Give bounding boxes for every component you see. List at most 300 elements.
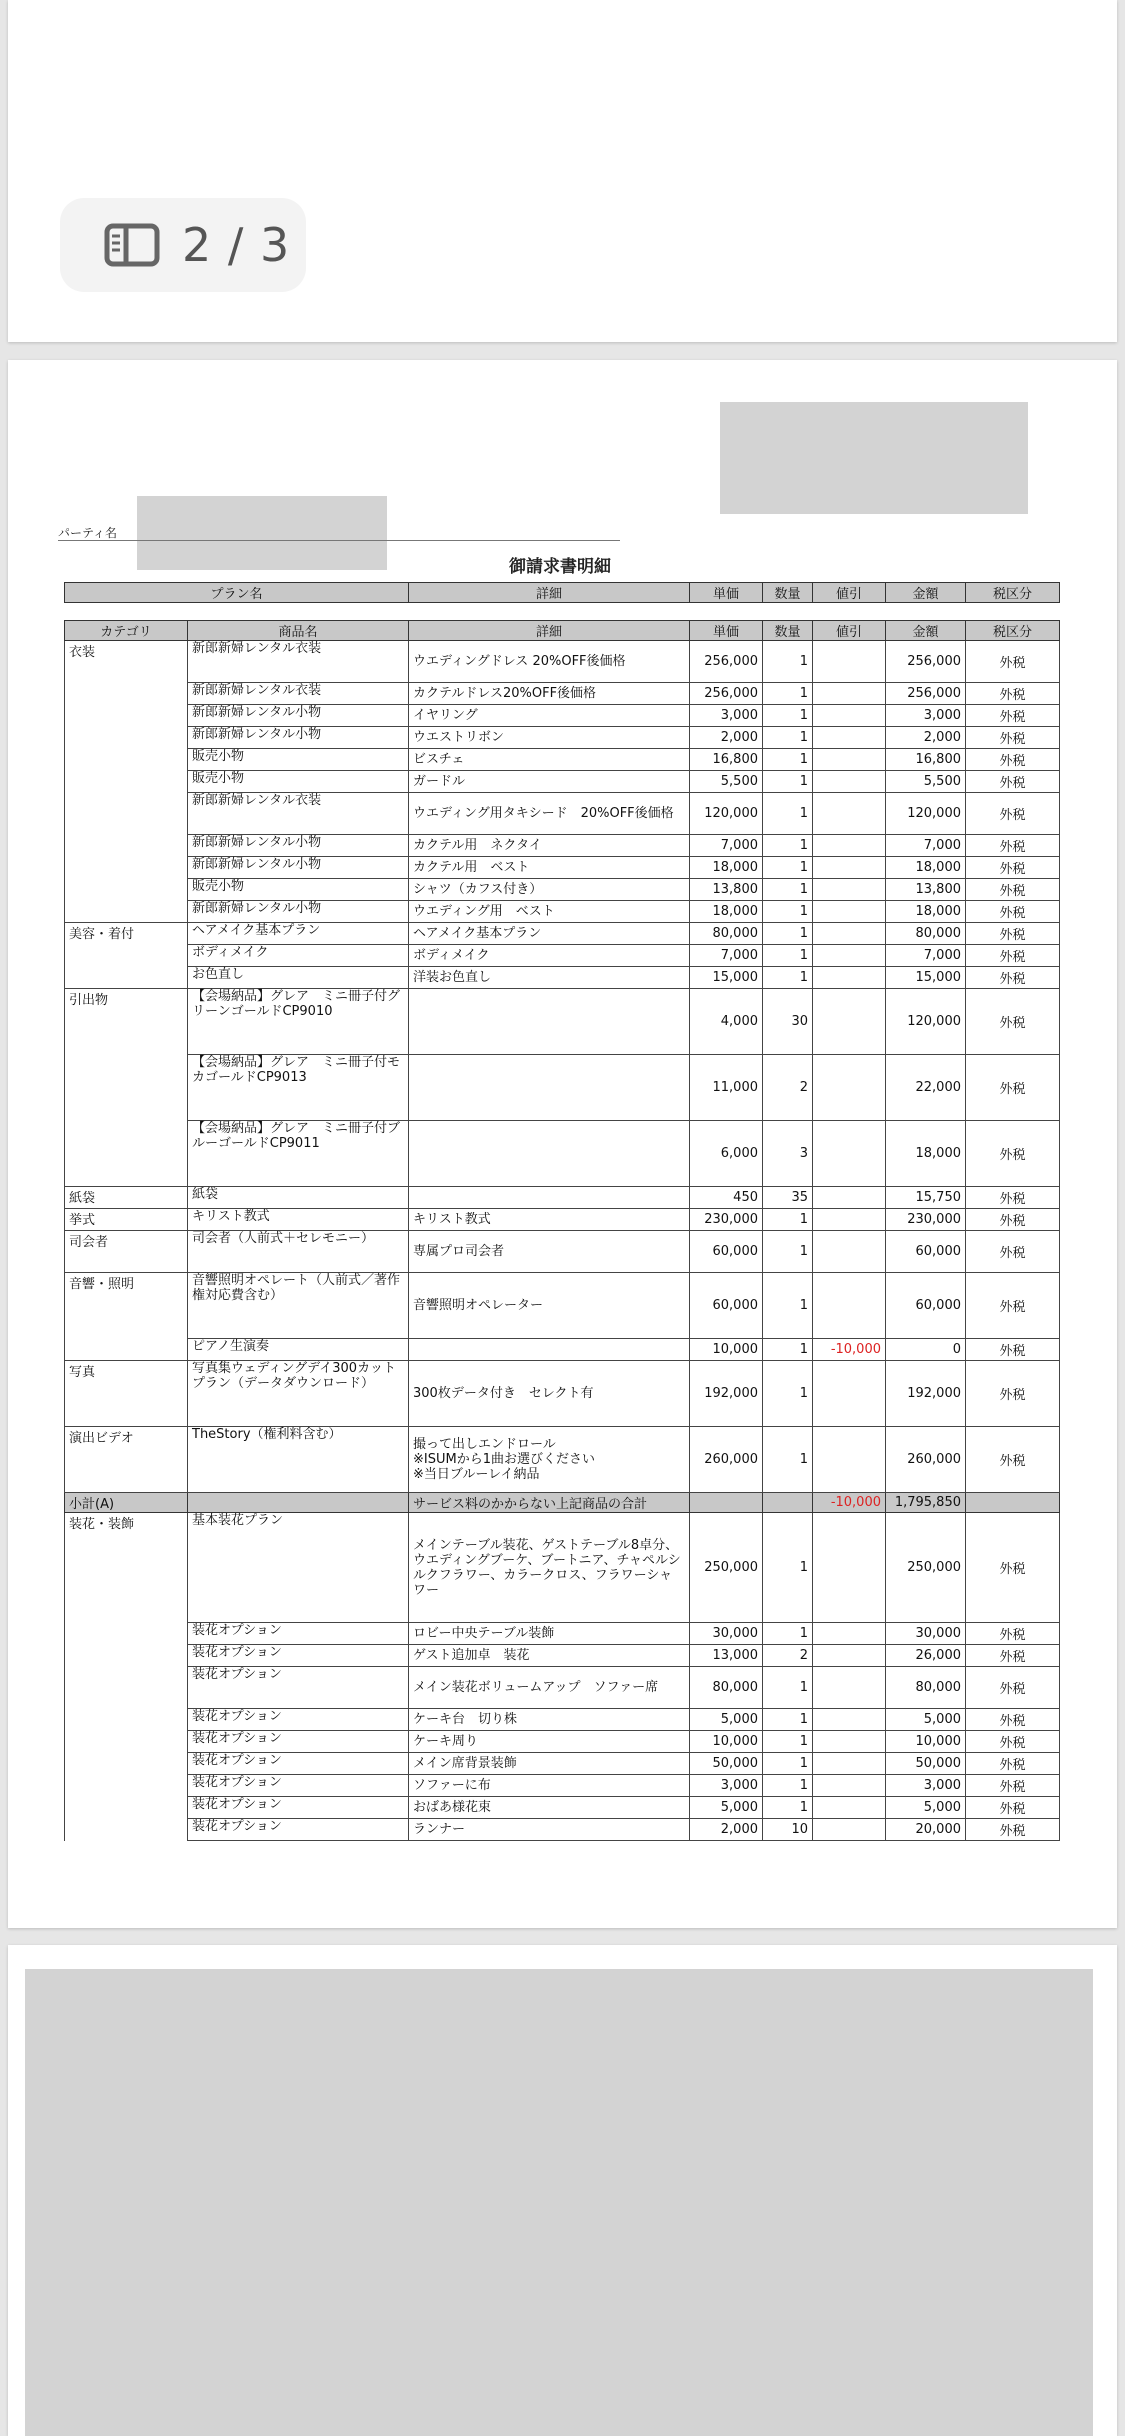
party-underline — [58, 540, 620, 541]
party-label: パーティ名 — [58, 526, 118, 540]
item-name-cell: 紙袋 — [188, 1187, 409, 1209]
item-name-cell: 装花オプション — [188, 1775, 409, 1797]
unit-price-cell: 192,000 — [690, 1361, 763, 1427]
unit-price-cell: 2,000 — [690, 1819, 763, 1841]
discount-cell: -10,000 — [813, 1339, 886, 1361]
redacted-header-block — [720, 402, 1028, 514]
amount-cell: 10,000 — [886, 1731, 966, 1753]
unit-price-cell: 230,000 — [690, 1209, 763, 1231]
category-cell — [65, 749, 188, 771]
discount-cell — [813, 749, 886, 771]
category-cell — [65, 1339, 188, 1361]
tax-type-cell: 外税 — [966, 1753, 1060, 1775]
amount-cell: 5,000 — [886, 1709, 966, 1731]
table-row — [65, 1797, 1060, 1819]
amount-cell: 0 — [886, 1339, 966, 1361]
detail-cell: サービス料のかからない上記商品の合計 — [409, 1493, 690, 1513]
amount-cell: 80,000 — [886, 1667, 966, 1709]
detail-header-cell: 金額 — [886, 621, 966, 641]
unit-price-cell: 30,000 — [690, 1623, 763, 1645]
detail-cell: ビスチェ — [409, 749, 690, 771]
detail-cell: ウエディングドレス 20%OFF後価格 — [409, 641, 690, 683]
detail-cell: メイン席背景装飾 — [409, 1753, 690, 1775]
detail-cell: ヘアメイク基本プラン — [409, 923, 690, 945]
detail-cell: キリスト教式 — [409, 1209, 690, 1231]
quantity-cell: 1 — [763, 879, 813, 901]
amount-cell: 2,000 — [886, 727, 966, 749]
category-cell — [65, 1645, 188, 1667]
detail-header-row — [65, 621, 1060, 641]
amount-cell: 1,795,850 — [886, 1493, 966, 1513]
quantity-cell: 1 — [763, 1623, 813, 1645]
detail-cell: メイン装花ボリュームアップ ソファー席 — [409, 1667, 690, 1709]
discount-cell — [813, 1645, 886, 1667]
quantity-cell: 1 — [763, 923, 813, 945]
item-name-cell: お色直し — [188, 967, 409, 989]
discount-cell — [813, 923, 886, 945]
item-name-cell: 新郎新婦レンタル小物 — [188, 901, 409, 923]
quantity-cell: 1 — [763, 1667, 813, 1709]
quantity-cell: 30 — [763, 989, 813, 1055]
detail-cell — [409, 1121, 690, 1187]
detail-header-cell: 税区分 — [966, 621, 1060, 641]
quantity-cell: 3 — [763, 1121, 813, 1187]
table-row — [65, 1427, 1060, 1493]
detail-cell: ゲスト追加卓 装花 — [409, 1645, 690, 1667]
detail-header-cell: 値引 — [813, 621, 886, 641]
category-cell: 美容・着付 — [65, 923, 188, 945]
item-name-cell — [188, 1493, 409, 1513]
item-name-cell: 装花オプション — [188, 1731, 409, 1753]
plan-header-cell: 税区分 — [966, 583, 1060, 603]
amount-cell: 20,000 — [886, 1819, 966, 1841]
table-row — [65, 1645, 1060, 1667]
amount-cell: 18,000 — [886, 901, 966, 923]
detail-cell: 洋装お色直し — [409, 967, 690, 989]
quantity-cell: 1 — [763, 1731, 813, 1753]
detail-cell: ケーキ台 切り株 — [409, 1709, 690, 1731]
category-cell — [65, 967, 188, 989]
amount-cell: 7,000 — [886, 835, 966, 857]
page-3 — [8, 1945, 1117, 2436]
discount-cell — [813, 1753, 886, 1775]
tax-type-cell: 外税 — [966, 923, 1060, 945]
category-cell: 紙袋 — [65, 1187, 188, 1209]
quantity-cell: 1 — [763, 749, 813, 771]
amount-cell: 230,000 — [886, 1209, 966, 1231]
table-row — [65, 1209, 1060, 1231]
table-row — [65, 857, 1060, 879]
table-row — [65, 683, 1060, 705]
item-name-cell: 新郎新婦レンタル小物 — [188, 857, 409, 879]
category-cell — [65, 901, 188, 923]
detail-cell: ガードル — [409, 771, 690, 793]
detail-cell — [409, 989, 690, 1055]
category-cell: 司会者 — [65, 1231, 188, 1273]
category-cell — [65, 793, 188, 835]
table-row — [65, 901, 1060, 923]
item-name-cell: 新郎新婦レンタル衣装 — [188, 641, 409, 683]
detail-cell: ソファーに布 — [409, 1775, 690, 1797]
category-cell: 音響・照明 — [65, 1273, 188, 1339]
detail-cell: メインテーブル装花、ゲストテーブル8卓分、ウエディングブーケ、ブートニア、チャペルシルクフラワー、カラークロス、フラワーシャワー — [409, 1513, 690, 1623]
discount-cell — [813, 1775, 886, 1797]
unit-price-cell — [690, 1493, 763, 1513]
category-cell — [65, 727, 188, 749]
detail-cell: ランナー — [409, 1819, 690, 1841]
detail-cell — [409, 1187, 690, 1209]
detail-cell — [409, 1339, 690, 1361]
tax-type-cell: 外税 — [966, 857, 1060, 879]
detail-cell: カクテルドレス20%OFF後価格 — [409, 683, 690, 705]
category-cell — [65, 771, 188, 793]
detail-cell: ケーキ周り — [409, 1731, 690, 1753]
tax-type-cell: 外税 — [966, 879, 1060, 901]
unit-price-cell: 5,000 — [690, 1797, 763, 1819]
amount-cell: 16,800 — [886, 749, 966, 771]
discount-cell — [813, 1623, 886, 1645]
tax-type-cell: 外税 — [966, 1709, 1060, 1731]
tax-type-cell: 外税 — [966, 1731, 1060, 1753]
unit-price-cell: 60,000 — [690, 1273, 763, 1339]
table-row — [65, 1819, 1060, 1841]
category-cell — [65, 857, 188, 879]
quantity-cell: 1 — [763, 1339, 813, 1361]
detail-cell: ボディメイク — [409, 945, 690, 967]
quantity-cell: 1 — [763, 1231, 813, 1273]
tax-type-cell: 外税 — [966, 989, 1060, 1055]
unit-price-cell: 80,000 — [690, 923, 763, 945]
category-cell — [65, 683, 188, 705]
item-name-cell: 装花オプション — [188, 1623, 409, 1645]
detail-cell: ロビー中央テーブル装飾 — [409, 1623, 690, 1645]
document-title: 御請求書明細 — [509, 557, 611, 577]
item-name-cell: 販売小物 — [188, 771, 409, 793]
detail-cell: 音響照明オペレーター — [409, 1273, 690, 1339]
sidebar-icon — [104, 223, 160, 267]
discount-cell — [813, 879, 886, 901]
item-name-cell: 装花オプション — [188, 1753, 409, 1775]
tax-type-cell: 外税 — [966, 1361, 1060, 1427]
unit-price-cell: 250,000 — [690, 1513, 763, 1623]
category-cell — [65, 1775, 188, 1797]
table-row — [65, 967, 1060, 989]
item-name-cell: ヘアメイク基本プラン — [188, 923, 409, 945]
unit-price-cell: 260,000 — [690, 1427, 763, 1493]
unit-price-cell: 18,000 — [690, 857, 763, 879]
table-row — [65, 727, 1060, 749]
category-cell: 写真 — [65, 1361, 188, 1427]
table-row — [65, 793, 1060, 835]
category-cell — [65, 1709, 188, 1731]
amount-cell: 18,000 — [886, 1121, 966, 1187]
item-name-cell: 装花オプション — [188, 1667, 409, 1709]
unit-price-cell: 256,000 — [690, 641, 763, 683]
item-name-cell: 新郎新婦レンタル衣装 — [188, 793, 409, 835]
quantity-cell: 1 — [763, 705, 813, 727]
detail-header-cell: 数量 — [763, 621, 813, 641]
detail-header-cell: カテゴリ — [65, 621, 188, 641]
tax-type-cell: 外税 — [966, 1121, 1060, 1187]
amount-cell: 256,000 — [886, 641, 966, 683]
quantity-cell: 1 — [763, 1427, 813, 1493]
table-row — [65, 1731, 1060, 1753]
table-row — [65, 705, 1060, 727]
category-cell — [65, 879, 188, 901]
plan-header-cell: 数量 — [763, 583, 813, 603]
amount-cell: 120,000 — [886, 989, 966, 1055]
detail-cell: おばあ様花束 — [409, 1797, 690, 1819]
plan-header-cell: 詳細 — [409, 583, 690, 603]
quantity-cell: 1 — [763, 1513, 813, 1623]
tax-type-cell: 外税 — [966, 1775, 1060, 1797]
item-name-cell: 新郎新婦レンタル衣装 — [188, 683, 409, 705]
amount-cell: 13,800 — [886, 879, 966, 901]
detail-cell: ウエディング用タキシード 20%OFF後価格 — [409, 793, 690, 835]
table-row — [65, 1623, 1060, 1645]
plan-header-cell: 単価 — [690, 583, 763, 603]
tax-type-cell: 外税 — [966, 771, 1060, 793]
item-name-cell: 新郎新婦レンタル小物 — [188, 705, 409, 727]
table-row — [65, 1055, 1060, 1121]
tax-type-cell: 外税 — [966, 1513, 1060, 1623]
tax-type-cell: 外税 — [966, 1667, 1060, 1709]
detail-cell: ウエディング用 ベスト — [409, 901, 690, 923]
table-row — [65, 1231, 1060, 1273]
discount-cell: -10,000 — [813, 1493, 886, 1513]
amount-cell: 15,750 — [886, 1187, 966, 1209]
discount-cell — [813, 1667, 886, 1709]
unit-price-cell: 5,500 — [690, 771, 763, 793]
quantity-cell: 10 — [763, 1819, 813, 1841]
detail-cell: ウエストリボン — [409, 727, 690, 749]
unit-price-cell: 6,000 — [690, 1121, 763, 1187]
detail-header-cell: 詳細 — [409, 621, 690, 641]
unit-price-cell: 450 — [690, 1187, 763, 1209]
unit-price-cell: 18,000 — [690, 901, 763, 923]
category-cell — [65, 1819, 188, 1841]
amount-cell: 3,000 — [886, 1775, 966, 1797]
discount-cell — [813, 1731, 886, 1753]
tax-type-cell: 外税 — [966, 793, 1060, 835]
table-row — [65, 923, 1060, 945]
unit-price-cell: 4,000 — [690, 989, 763, 1055]
discount-cell — [813, 1513, 886, 1623]
page-indicator[interactable] — [60, 198, 306, 292]
tax-type-cell: 外税 — [966, 1055, 1060, 1121]
table-row — [65, 1361, 1060, 1427]
unit-price-cell: 80,000 — [690, 1667, 763, 1709]
tax-type-cell: 外税 — [966, 749, 1060, 771]
discount-cell — [813, 1427, 886, 1493]
unit-price-cell: 11,000 — [690, 1055, 763, 1121]
detail-cell: 撮って出しエンドロール ※ISUMから1曲お選びください ※当日ブルーレイ納品 — [409, 1427, 690, 1493]
item-name-cell: TheStory（権利料含む） — [188, 1427, 409, 1493]
unit-price-cell: 60,000 — [690, 1231, 763, 1273]
quantity-cell: 1 — [763, 1775, 813, 1797]
item-name-cell: 販売小物 — [188, 879, 409, 901]
detail-cell — [409, 1055, 690, 1121]
tax-type-cell: 外税 — [966, 705, 1060, 727]
discount-cell — [813, 1055, 886, 1121]
category-cell: 装花・装飾 — [65, 1513, 188, 1623]
amount-cell: 192,000 — [886, 1361, 966, 1427]
amount-cell: 15,000 — [886, 967, 966, 989]
table-row — [65, 749, 1060, 771]
discount-cell — [813, 705, 886, 727]
detail-header-cell: 単価 — [690, 621, 763, 641]
unit-price-cell: 10,000 — [690, 1339, 763, 1361]
tax-type-cell: 外税 — [966, 945, 1060, 967]
discount-cell — [813, 967, 886, 989]
detail-cell: 専属プロ司会者 — [409, 1231, 690, 1273]
tax-type-cell: 外税 — [966, 901, 1060, 923]
detail-header-cell: 商品名 — [188, 621, 409, 641]
discount-cell — [813, 1273, 886, 1339]
amount-cell: 250,000 — [886, 1513, 966, 1623]
item-name-cell: ピアノ生演奏 — [188, 1339, 409, 1361]
plan-header-table — [64, 582, 1060, 603]
amount-cell: 22,000 — [886, 1055, 966, 1121]
amount-cell: 120,000 — [886, 793, 966, 835]
quantity-cell — [763, 1493, 813, 1513]
category-cell — [65, 1753, 188, 1775]
unit-price-cell: 3,000 — [690, 705, 763, 727]
detail-cell: 300枚データ付き セレクト有 — [409, 1361, 690, 1427]
amount-cell: 26,000 — [886, 1645, 966, 1667]
item-name-cell: 音響照明オペレート（人前式／著作権対応費含む） — [188, 1273, 409, 1339]
quantity-cell: 2 — [763, 1645, 813, 1667]
tax-type-cell: 外税 — [966, 1797, 1060, 1819]
item-name-cell: 写真集ウェディングデイ300カットプラン（データダウンロード） — [188, 1361, 409, 1427]
detail-cell: カクテル用 ネクタイ — [409, 835, 690, 857]
tax-type-cell: 外税 — [966, 1339, 1060, 1361]
table-row — [65, 1775, 1060, 1797]
discount-cell — [813, 793, 886, 835]
item-name-cell: 【会場納品】グレア ミニ冊子付グリーンゴールドCP9010 — [188, 989, 409, 1055]
table-row — [65, 1187, 1060, 1209]
unit-price-cell: 7,000 — [690, 945, 763, 967]
tax-type-cell: 外税 — [966, 835, 1060, 857]
tax-type-cell: 外税 — [966, 1623, 1060, 1645]
item-name-cell: 装花オプション — [188, 1709, 409, 1731]
table-row — [65, 1753, 1060, 1775]
quantity-cell: 1 — [763, 967, 813, 989]
tax-type-cell: 外税 — [966, 727, 1060, 749]
discount-cell — [813, 1819, 886, 1841]
quantity-cell: 1 — [763, 1797, 813, 1819]
discount-cell — [813, 1187, 886, 1209]
amount-cell: 256,000 — [886, 683, 966, 705]
unit-price-cell: 10,000 — [690, 1731, 763, 1753]
item-name-cell: ボディメイク — [188, 945, 409, 967]
quantity-cell: 1 — [763, 1209, 813, 1231]
item-name-cell: 司会者（人前式＋セレモニー） — [188, 1231, 409, 1273]
discount-cell — [813, 901, 886, 923]
tax-type-cell: 外税 — [966, 641, 1060, 683]
page-1 — [8, 0, 1117, 342]
item-name-cell: 新郎新婦レンタル小物 — [188, 727, 409, 749]
tax-type-cell: 外税 — [966, 1273, 1060, 1339]
discount-cell — [813, 1709, 886, 1731]
amount-cell: 7,000 — [886, 945, 966, 967]
redacted-party-name — [137, 496, 387, 570]
tax-type-cell: 外税 — [966, 967, 1060, 989]
tax-type-cell: 外税 — [966, 1187, 1060, 1209]
quantity-cell: 1 — [763, 1709, 813, 1731]
unit-price-cell: 120,000 — [690, 793, 763, 835]
unit-price-cell: 5,000 — [690, 1709, 763, 1731]
table-row — [65, 1513, 1060, 1623]
discount-cell — [813, 1797, 886, 1819]
discount-cell — [813, 641, 886, 683]
unit-price-cell: 3,000 — [690, 1775, 763, 1797]
plan-header-row — [65, 583, 1060, 603]
item-name-cell: 装花オプション — [188, 1797, 409, 1819]
quantity-cell: 1 — [763, 1361, 813, 1427]
category-cell — [65, 1797, 188, 1819]
discount-cell — [813, 945, 886, 967]
category-cell — [65, 1731, 188, 1753]
unit-price-cell: 15,000 — [690, 967, 763, 989]
quantity-cell: 1 — [763, 793, 813, 835]
quantity-cell: 1 — [763, 771, 813, 793]
unit-price-cell: 16,800 — [690, 749, 763, 771]
item-name-cell: 販売小物 — [188, 749, 409, 771]
detail-table — [64, 620, 1060, 1841]
tax-type-cell: 外税 — [966, 1209, 1060, 1231]
quantity-cell: 1 — [763, 683, 813, 705]
page-indicator-text: 2 / 3 — [182, 218, 291, 272]
detail-cell: シャツ（カフス付き） — [409, 879, 690, 901]
detail-cell: カクテル用 ベスト — [409, 857, 690, 879]
category-cell — [65, 945, 188, 967]
item-name-cell: キリスト教式 — [188, 1209, 409, 1231]
discount-cell — [813, 1361, 886, 1427]
discount-cell — [813, 1209, 886, 1231]
item-name-cell: 【会場納品】グレア ミニ冊子付モカゴールドCP9013 — [188, 1055, 409, 1121]
tax-type-cell: 外税 — [966, 1427, 1060, 1493]
subtotal-row — [65, 1493, 1060, 1513]
discount-cell — [813, 1231, 886, 1273]
unit-price-cell: 256,000 — [690, 683, 763, 705]
table-row — [65, 989, 1060, 1055]
table-row — [65, 1709, 1060, 1731]
quantity-cell: 1 — [763, 1273, 813, 1339]
tax-type-cell: 外税 — [966, 1645, 1060, 1667]
table-row — [65, 945, 1060, 967]
item-name-cell: 【会場納品】グレア ミニ冊子付ブルーゴールドCP9011 — [188, 1121, 409, 1187]
tax-type-cell — [966, 1493, 1060, 1513]
quantity-cell: 1 — [763, 727, 813, 749]
plan-header-cell: 金額 — [886, 583, 966, 603]
category-cell: 挙式 — [65, 1209, 188, 1231]
unit-price-cell: 50,000 — [690, 1753, 763, 1775]
category-cell — [65, 1667, 188, 1709]
table-row — [65, 641, 1060, 683]
category-cell — [65, 1623, 188, 1645]
quantity-cell: 1 — [763, 1753, 813, 1775]
discount-cell — [813, 727, 886, 749]
table-row — [65, 835, 1060, 857]
category-cell — [65, 835, 188, 857]
category-cell: 演出ビデオ — [65, 1427, 188, 1493]
unit-price-cell: 13,800 — [690, 879, 763, 901]
redacted-page-content — [25, 1969, 1093, 2436]
discount-cell — [813, 771, 886, 793]
table-row — [65, 879, 1060, 901]
table-row — [65, 1339, 1060, 1361]
